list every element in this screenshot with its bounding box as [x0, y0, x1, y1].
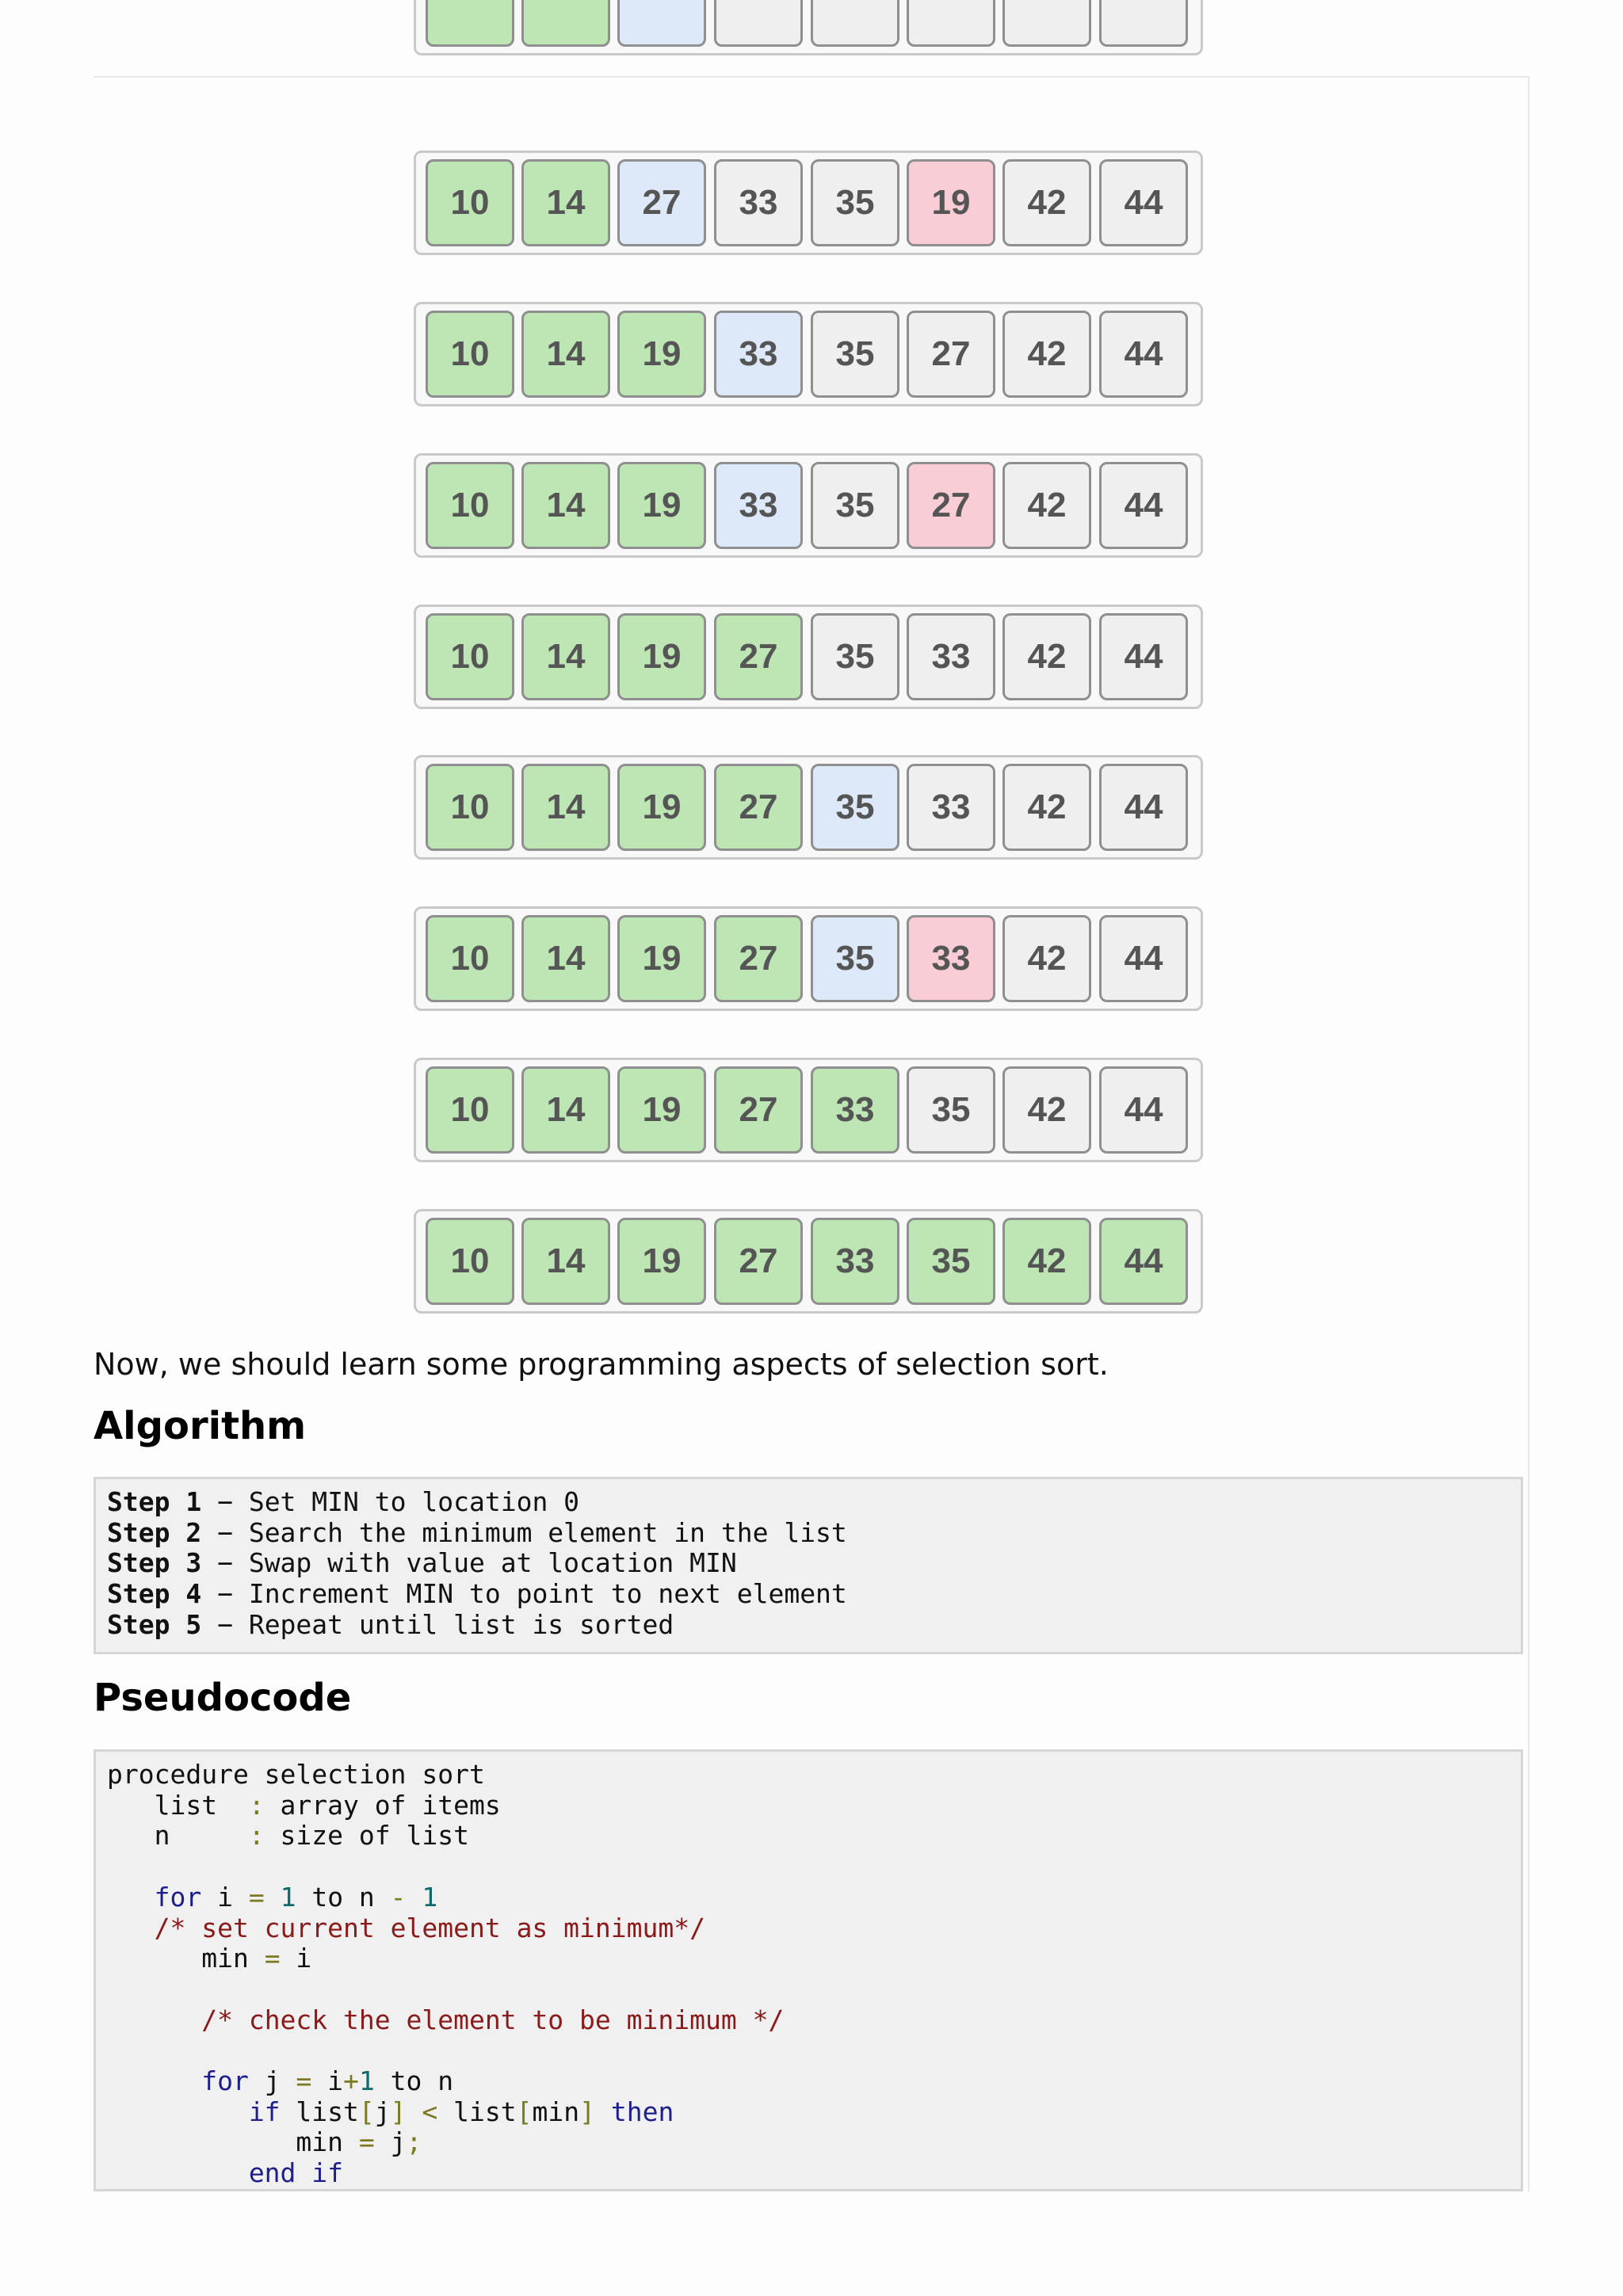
array-row [414, 755, 1203, 860]
array-cell-sorted: 33 [811, 1066, 899, 1154]
array-cell-unsorted: 44 [1099, 1066, 1188, 1154]
code-token: list [107, 1789, 249, 1821]
array-cell-sorted: 19 [617, 1218, 706, 1305]
array-cell-sorted: 14 [521, 613, 610, 700]
code-token: n [107, 1820, 249, 1852]
array-cell-current: 35 [811, 915, 899, 1002]
code-token: array of items [264, 1789, 501, 1821]
array-cell-sorted: 42 [1002, 1218, 1091, 1305]
code-token: 1 [422, 1881, 438, 1913]
array-cell-unsorted: 33 [907, 764, 995, 851]
step-text: − Search the minimum element in the list [201, 1516, 847, 1548]
array-cell-unsorted: 44 [1099, 915, 1188, 1002]
array-cell-unsorted: 44 [1099, 613, 1188, 700]
algorithm-step [107, 1610, 1510, 1641]
array-cell-sorted: 35 [907, 1218, 995, 1305]
array-cell-sorted [521, 0, 610, 47]
array-cell-sorted: 14 [521, 311, 610, 398]
array-cell-sorted [426, 0, 514, 47]
array-cell-current: 35 [811, 764, 899, 851]
code-token: /* set current element as minimum*/ [154, 1912, 705, 1943]
array-cell-unsorted: 42 [1002, 613, 1091, 700]
code-token [265, 1882, 281, 1913]
array-cell-unsorted: 44 [1099, 462, 1188, 549]
code-line [107, 1943, 1510, 1974]
code-line [107, 2066, 1510, 2097]
step-label: Step 4 [107, 1578, 202, 1610]
code-token: then [610, 2096, 674, 2127]
code-token: < [422, 2096, 438, 2127]
code-token: size of list [264, 1820, 469, 1852]
array-cell-unsorted [1099, 0, 1188, 47]
code-token: [ [358, 2096, 375, 2127]
step-text: − Repeat until list is sorted [201, 1608, 674, 1640]
array-cell-min: 33 [907, 915, 995, 1002]
array-cell-sorted: 10 [426, 613, 514, 700]
array-cell-current: 27 [617, 159, 706, 246]
array-cell-unsorted [811, 0, 899, 47]
code-token [107, 1913, 155, 1943]
step-label: Step 3 [107, 1547, 202, 1579]
array-cell-sorted: 10 [426, 462, 514, 549]
code-line [107, 1760, 1510, 1791]
code-token: [ [516, 2096, 533, 2127]
array-row [414, 151, 1203, 255]
code-token: if [248, 2096, 281, 2127]
code-token: ] [390, 2096, 407, 2127]
code-token: list [280, 2096, 359, 2127]
code-token [107, 1882, 155, 1913]
array-cell-unsorted: 42 [1002, 311, 1091, 398]
code-token: : [248, 1820, 265, 1852]
array-cell-unsorted: 42 [1002, 462, 1091, 549]
array-cell-unsorted: 42 [1002, 764, 1091, 851]
array-cell-sorted: 10 [426, 1218, 514, 1305]
array-cell-sorted: 27 [714, 613, 803, 700]
code-token: for [201, 2065, 249, 2096]
code-token: min [532, 2096, 580, 2127]
array-cell-unsorted [714, 0, 803, 47]
code-token: end if [248, 2157, 344, 2189]
code-token: = [248, 1881, 265, 1913]
array-cell-unsorted: 35 [811, 311, 899, 398]
array-cell-sorted: 27 [714, 915, 803, 1002]
code-token: procedure selection sort [107, 1759, 485, 1790]
array-row [414, 453, 1203, 558]
array-cell-sorted: 14 [521, 462, 610, 549]
code-line [107, 2035, 1510, 2066]
algorithm-code-block [94, 1477, 1523, 1654]
array-cell-sorted: 19 [617, 1066, 706, 1154]
array-cell-unsorted [1002, 0, 1091, 47]
code-token [107, 2096, 249, 2127]
array-cell-unsorted: 35 [907, 1066, 995, 1154]
code-line [107, 1913, 1510, 1944]
code-line [107, 2097, 1510, 2128]
array-cell-sorted: 19 [617, 462, 706, 549]
code-token: ; [406, 2126, 422, 2158]
array-cell-sorted: 14 [521, 159, 610, 246]
code-token: to n [296, 1881, 391, 1913]
code-line [107, 1852, 1510, 1882]
array-cell-sorted: 10 [426, 1066, 514, 1154]
step-text: − Swap with value at location MIN [201, 1547, 737, 1579]
code-line [107, 2005, 1510, 2036]
code-line [107, 2127, 1510, 2158]
code-token: 1 [358, 2065, 375, 2096]
code-token [107, 2004, 201, 2035]
code-token: min [107, 2126, 359, 2158]
array-cell-sorted: 14 [521, 1066, 610, 1154]
array-cell-unsorted: 35 [811, 462, 899, 549]
code-token: j [374, 2096, 391, 2127]
array-row [414, 906, 1203, 1011]
code-token: ] [579, 2096, 595, 2127]
array-cell-unsorted: 44 [1099, 159, 1188, 246]
code-token [407, 1882, 422, 1913]
code-token: for [154, 1881, 202, 1913]
array-row [414, 0, 1203, 55]
array-cell-sorted: 19 [617, 613, 706, 700]
code-token: = [296, 2065, 312, 2096]
code-token: i [201, 1881, 249, 1913]
array-cell-unsorted: 44 [1099, 311, 1188, 398]
array-row [414, 302, 1203, 406]
array-cell-sorted: 19 [617, 764, 706, 851]
algorithm-step [107, 1579, 1510, 1610]
array-cell-sorted: 14 [521, 915, 610, 1002]
code-token: - [390, 1881, 407, 1913]
code-token [407, 2096, 422, 2127]
intro-text: Now, we should learn some programming aspects of selection sort. [94, 1347, 1109, 1382]
array-row [414, 1058, 1203, 1162]
algorithm-step [107, 1518, 1510, 1549]
algorithm-step [107, 1487, 1510, 1518]
array-cell-sorted: 10 [426, 311, 514, 398]
array-cell-sorted: 10 [426, 159, 514, 246]
code-line [107, 1882, 1510, 1913]
array-cell-unsorted: 42 [1002, 1066, 1091, 1154]
array-row [414, 605, 1203, 709]
code-line [107, 1791, 1510, 1821]
code-token [595, 2096, 611, 2127]
code-token: + [343, 2065, 359, 2096]
array-cell-unsorted: 42 [1002, 915, 1091, 1002]
code-line [107, 2158, 1510, 2189]
array-cell-sorted: 44 [1099, 1218, 1188, 1305]
pseudocode-heading: Pseudocode [94, 1676, 352, 1720]
array-cell-current [617, 0, 706, 47]
code-token: i [311, 2065, 344, 2096]
array-cell-sorted: 27 [714, 764, 803, 851]
array-cell-current: 33 [714, 311, 803, 398]
step-text: − Set MIN to location 0 [201, 1486, 580, 1517]
code-line [107, 1821, 1510, 1852]
array-cell-sorted: 33 [811, 1218, 899, 1305]
array-cell-unsorted: 42 [1002, 159, 1091, 246]
array-cell-unsorted: 35 [811, 613, 899, 700]
array-cell-sorted: 19 [617, 915, 706, 1002]
code-token: 1 [280, 1881, 296, 1913]
step-text: − Increment MIN to point to next element [201, 1578, 847, 1610]
code-token: min [107, 1943, 265, 1974]
array-row [414, 1209, 1203, 1314]
array-cell-unsorted: 27 [907, 311, 995, 398]
code-token [107, 2065, 201, 2096]
array-cell-sorted: 10 [426, 915, 514, 1002]
array-cell-sorted: 14 [521, 764, 610, 851]
array-cell-min: 27 [907, 462, 995, 549]
code-token: i [280, 1943, 312, 1974]
array-cell-unsorted: 44 [1099, 764, 1188, 851]
array-cell-unsorted: 33 [907, 613, 995, 700]
array-cell-sorted: 10 [426, 764, 514, 851]
code-token: j [248, 2065, 296, 2096]
array-cell-current: 33 [714, 462, 803, 549]
code-token: list [437, 2096, 517, 2127]
code-token: /* check the element to be minimum */ [201, 2004, 785, 2035]
step-label: Step 5 [107, 1608, 202, 1640]
code-token: to n [374, 2065, 454, 2096]
code-token: j [374, 2126, 407, 2158]
algorithm-heading: Algorithm [94, 1404, 307, 1448]
code-token: = [358, 2126, 375, 2158]
pseudocode-code-block [94, 1749, 1523, 2191]
array-cell-sorted: 27 [714, 1066, 803, 1154]
array-cell-unsorted: 33 [714, 159, 803, 246]
array-cell-unsorted: 35 [811, 159, 899, 246]
array-cell-unsorted [907, 0, 995, 47]
code-line [107, 1974, 1510, 2005]
step-label: Step 2 [107, 1516, 202, 1548]
code-token: : [248, 1789, 265, 1821]
array-cell-sorted: 14 [521, 1218, 610, 1305]
code-token: = [264, 1943, 281, 1974]
array-cell-sorted: 19 [617, 311, 706, 398]
algorithm-step [107, 1548, 1510, 1579]
array-cell-sorted: 27 [714, 1218, 803, 1305]
array-cell-min: 19 [907, 159, 995, 246]
code-token [107, 2157, 249, 2188]
step-label: Step 1 [107, 1486, 202, 1517]
